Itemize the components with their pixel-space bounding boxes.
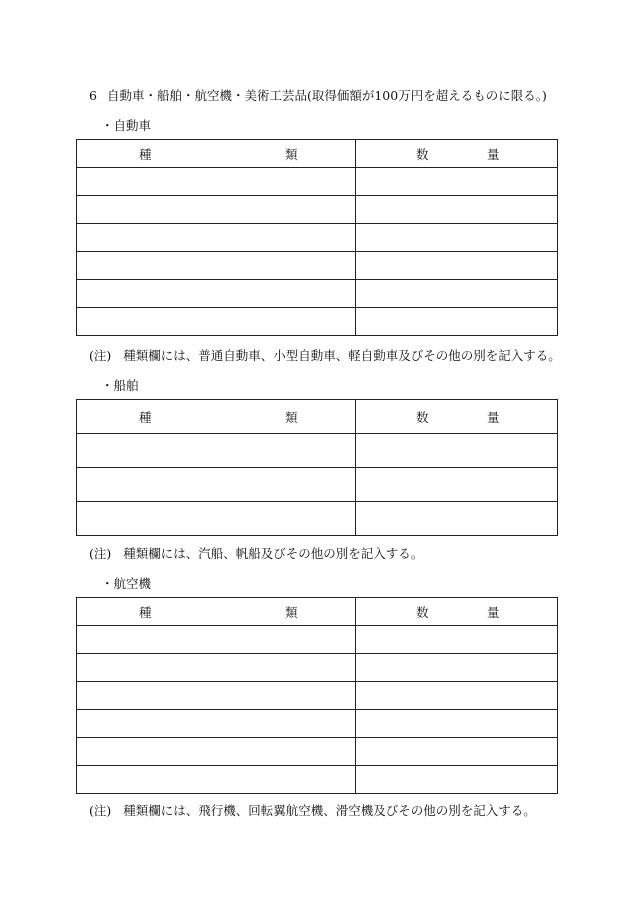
header-char: 類 [285,604,298,620]
table-header-row [77,140,558,168]
type-cell[interactable] [77,224,356,252]
table-header-row [77,598,558,626]
table-row [77,710,558,738]
type-cell[interactable] [77,168,356,196]
table-row [77,308,558,336]
subsection-label-automobile: ・自動車 [101,118,152,133]
type-cell[interactable] [77,682,356,710]
table-row [77,738,558,766]
aircraft-table [76,597,558,794]
automobile-table [76,139,558,336]
note-tag: (注) [89,546,112,561]
quantity-column-header [356,598,558,626]
note-tag: (注) [89,348,112,363]
quantity-cell[interactable] [356,738,558,766]
table-row [77,168,558,196]
quantity-cell[interactable] [356,434,558,468]
quantity-cell[interactable] [356,196,558,224]
table-row [77,434,558,468]
type-cell[interactable] [77,502,356,536]
type-cell[interactable] [77,280,356,308]
type-cell[interactable] [77,434,356,468]
type-cell[interactable] [77,252,356,280]
header-char: 種 [139,146,152,162]
quantity-cell[interactable] [356,468,558,502]
quantity-cell[interactable] [356,682,558,710]
quantity-column-header [356,400,558,434]
section-heading [89,88,547,104]
quantity-column-header [356,140,558,168]
table-row [77,280,558,308]
note-text: 種類欄には、飛行機、回転翼航空機、滑空機及びその他の別を記入する。 [123,803,536,818]
type-column-header [77,400,356,434]
type-cell[interactable] [77,626,356,654]
quantity-cell[interactable] [356,710,558,738]
ship-note [89,546,423,562]
table-row [77,654,558,682]
header-char: 類 [285,146,298,162]
quantity-cell[interactable] [356,654,558,682]
quantity-cell[interactable] [356,280,558,308]
section-title: 自動車・船舶・航空機・美術工芸品(取得価額が100万円を超えるものに限る。) [106,88,547,103]
type-cell[interactable] [77,766,356,794]
header-char: 類 [285,409,298,425]
table-row [77,766,558,794]
table-row [77,626,558,654]
table-row [77,468,558,502]
header-char: 数 [416,604,429,620]
header-char: 量 [487,409,500,425]
ship-table [76,399,558,536]
table-row [77,196,558,224]
header-char: 量 [487,604,500,620]
table-row [77,252,558,280]
header-char: 数 [416,409,429,425]
subsection-label-ship: ・船舶 [101,378,139,393]
quantity-cell[interactable] [356,252,558,280]
subsection-label-aircraft: ・航空機 [101,576,152,591]
note-text: 種類欄には、汽船、帆船及びその他の別を記入する。 [123,546,424,561]
quantity-cell[interactable] [356,168,558,196]
aircraft-note [89,803,536,819]
header-char: 数 [416,146,429,162]
type-cell[interactable] [77,196,356,224]
table-header-row [77,400,558,434]
quantity-cell[interactable] [356,308,558,336]
type-cell[interactable] [77,710,356,738]
section-number: 6 [89,88,97,103]
table-row [77,224,558,252]
type-column-header [77,598,356,626]
header-char: 量 [487,146,500,162]
quantity-cell[interactable] [356,766,558,794]
note-tag: (注) [89,803,112,818]
type-cell[interactable] [77,738,356,766]
header-char: 種 [139,604,152,620]
automobile-note [89,348,561,364]
table-row [77,682,558,710]
quantity-cell[interactable] [356,626,558,654]
note-text: 種類欄には、普通自動車、小型自動車、軽自動車及びその他の別を記入する。 [123,348,561,363]
type-column-header [77,140,356,168]
type-cell[interactable] [77,308,356,336]
table-row [77,502,558,536]
quantity-cell[interactable] [356,224,558,252]
type-cell[interactable] [77,654,356,682]
type-cell[interactable] [77,468,356,502]
header-char: 種 [139,409,152,425]
quantity-cell[interactable] [356,502,558,536]
